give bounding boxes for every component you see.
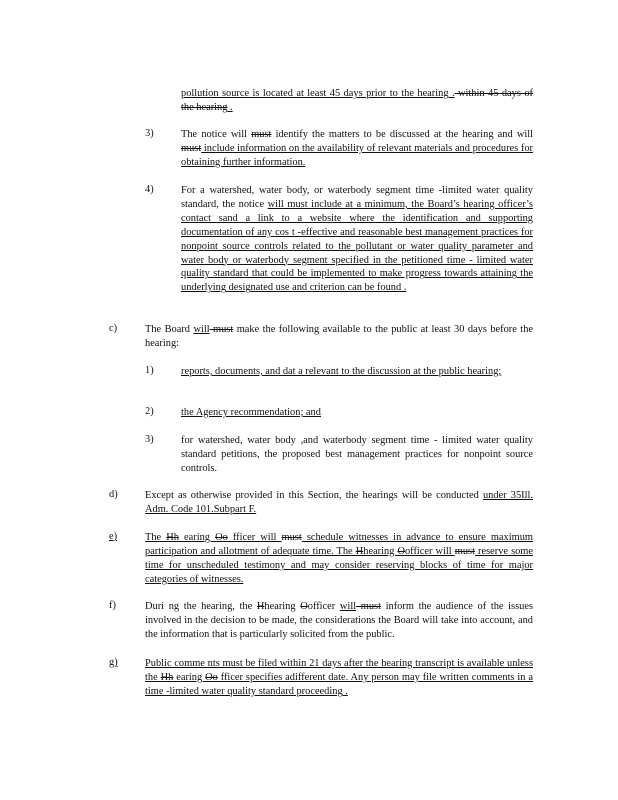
para-c3	[181, 434, 533, 476]
text-segment: fficer will	[227, 532, 282, 543]
para-f	[145, 600, 533, 642]
text-segment: Oo	[215, 532, 228, 543]
text-segment: will must include at a minimum, the Board’s hearing officer’s contact sand a link to a website where the identification and supporting documentation of any cos t -effective and reasonable best management practices for nonpoint source controls related to the pollutant or water quality parameter and water body or waterbody segment specified in the petitioned time - limited water quality standard that could be implemented to make progress towards attaining the underlying designated use and criterion can be found	[181, 198, 533, 294]
text-segment: schedule witnesses in advance to ensure maximum participation and allotment of adequate time. The	[145, 532, 533, 557]
para-c2	[181, 406, 533, 420]
para-b3	[181, 128, 533, 170]
para-c1	[181, 365, 533, 379]
text-segment: hearing	[363, 545, 398, 557]
marker-b4: 4)	[145, 184, 154, 195]
marker-f: f)	[109, 600, 116, 611]
text-segment: within 45 days of the hearing	[181, 88, 533, 113]
text-segment: .	[227, 101, 233, 113]
marker-c2: 2)	[145, 406, 154, 417]
para-g	[145, 657, 533, 699]
text-segment: must	[209, 324, 234, 335]
text-segment: must	[251, 129, 272, 140]
text-segment: reserve some time for unscheduled testimony and may consider reserving blocks of time for major categories of witnesses.	[145, 545, 533, 585]
text-segment: Duri ng the hearing, the	[145, 601, 257, 612]
text-segment: H	[256, 601, 265, 612]
text-segment: Hh	[160, 671, 174, 683]
text-segment: will	[193, 324, 210, 335]
para-b4	[181, 184, 533, 295]
text-segment: include information on the availability of relevant materials and procedures for obtaining further information.	[181, 142, 533, 168]
text-segment: for watershed, water body ,and waterbody segment time - limited water quality standard petitions, the proposed best management practices for nonpoint source controls.	[181, 435, 533, 474]
text-segment: earing	[178, 532, 216, 543]
text-segment: Public comme nts must be filed within 21 days after the hearing transcript is available unless the	[145, 658, 533, 683]
text-segment: The	[145, 532, 167, 543]
text-segment: the Agency recommendation; and	[181, 407, 321, 418]
text-segment: inform the audience of the issues involved in the decision to be made, the considerations the Board will take into account, and the information that is particularly solicited from the public.	[145, 601, 533, 640]
text-segment: .	[401, 282, 407, 294]
text-segment: The Board	[145, 324, 194, 335]
text-segment: The notice will	[181, 129, 252, 140]
text-segment: must	[454, 545, 475, 557]
text-segment: O	[300, 601, 308, 612]
marker-c3: 3)	[145, 434, 154, 445]
text-segment: fficer specifies adifferent date. Any person may file written comments in a time -limited water quality standard proceeding	[145, 671, 533, 697]
text-segment: officer will	[404, 545, 455, 557]
text-segment: .	[448, 88, 455, 99]
text-segment: identify the matters to be discussed at the hearing and will	[271, 129, 533, 140]
text-segment: reports, documents, and dat a relevant to the discussion at the public hearing;	[181, 366, 502, 377]
text-segment: pollution source is located at least 45 days prior to the hearing	[181, 88, 449, 99]
marker-c: c)	[109, 323, 118, 334]
text-segment: make the following available to the public at least 30 days before the hearing:	[145, 324, 534, 349]
text-segment: Except as otherwise provided in this Section, the hearings will be conducted	[145, 490, 483, 501]
text-segment: must	[281, 532, 302, 543]
para-c	[145, 323, 533, 351]
text-segment: hearing	[264, 601, 301, 612]
marker-g: g)	[109, 657, 118, 668]
marker-b3: 3)	[145, 128, 154, 139]
text-segment: must	[181, 142, 202, 154]
text-segment: H	[355, 545, 364, 557]
para-a3-continuation	[181, 87, 533, 115]
text-segment: earing	[173, 671, 206, 683]
text-segment: under 35Ill. Adm. Code 101.Subpart F.	[145, 490, 533, 515]
marker-c1: 1)	[145, 365, 154, 376]
text-segment: For a watershed, water body, or waterbody segment time -limited water quality standard, the notice	[181, 185, 533, 210]
para-d	[145, 489, 533, 517]
text-segment: will	[339, 601, 357, 612]
text-segment: must	[356, 601, 381, 612]
text-segment: O	[397, 545, 405, 557]
text-segment: officer	[307, 601, 340, 612]
text-segment: Hh	[166, 532, 179, 543]
marker-e: e)	[109, 531, 118, 542]
text-segment: Oo	[205, 671, 218, 683]
text-segment: .	[342, 685, 348, 697]
para-e	[145, 531, 533, 587]
marker-d: d)	[109, 489, 118, 500]
